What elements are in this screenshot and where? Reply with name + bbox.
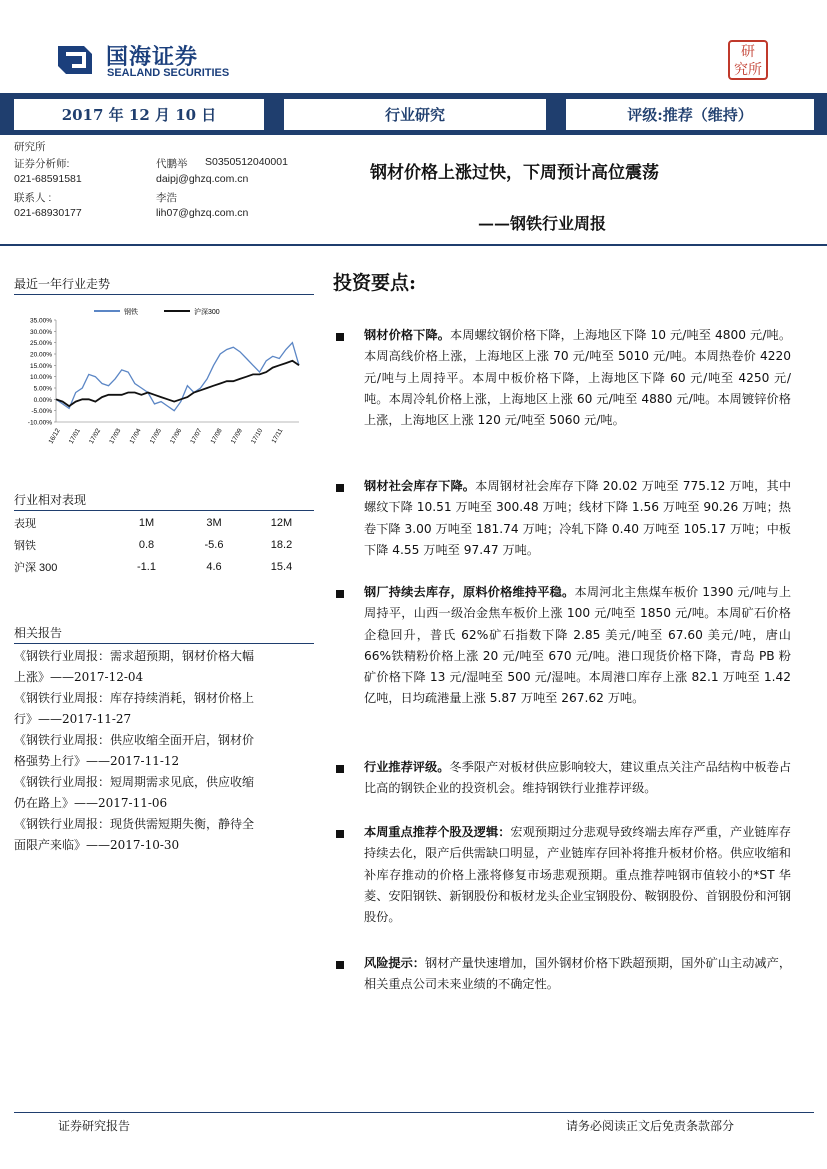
legend-label-hs300: 沪深300 [194, 309, 220, 316]
key-point-text: 钢材产量快速增加，国外钢材价格下跌超预期，国外矿山主动减产，相关重点公司未来业绩的不确定性。 [364, 956, 792, 992]
table-header-cell: 表现 [14, 518, 36, 530]
institute-seal: 研 究所 [728, 40, 768, 80]
x-tick-label: 16/12 [47, 427, 62, 446]
x-tick-label: 17/08 [209, 427, 224, 446]
industry-trend-chart [14, 300, 314, 460]
table-cell: 钢铁 [14, 540, 36, 552]
analyst-cert: S0350512040001 [205, 156, 288, 168]
key-point-paragraph [364, 325, 791, 431]
analyst-phone: 021-68591581 [14, 173, 82, 185]
x-tick-label: 17/05 [148, 427, 163, 446]
y-tick-label: 25.00% [29, 340, 52, 348]
performance-section-title: 行业相对表现 [14, 493, 87, 507]
related-report-line: 行》——2017-11-27 [14, 712, 132, 726]
related-report-item[interactable] [14, 730, 314, 772]
table-row [14, 556, 314, 578]
table-cell: -5.6 [204, 539, 224, 551]
related-report-item[interactable] [14, 772, 314, 814]
bullet-square-icon [336, 484, 344, 492]
key-point-lead: 风险提示： [364, 956, 426, 970]
x-tick-label: 17/03 [108, 427, 123, 446]
footer-left-text: 证券研究报告 [58, 1119, 131, 1133]
key-point-text: 冬季限产对板材供应影响较大，建议重点关注产品结构中板卷占比高的钢铁企业的投资机会。维持钢铁行业推荐评级。 [364, 760, 792, 796]
key-point-text: 本周河北主焦煤车板价 1390 元/吨与上周持平，山西一级冶金焦车板价上涨 100 元/吨至 1850 元/吨。本周矿石价格企稳回升，普氏 62%矿石指数下降 2.85 美元/吨至 67.60 美元/吨，唐山 66%铁精粉价格上涨 20 元/吨至 670 元/吨。港口现货价格下降，青岛 PB 粉矿价格下降 13 元/湿吨至 500 元/湿吨。本周港口库存上涨 82.1 万吨至 1.42 亿吨，日均疏港量上涨 5.87 万吨至 267.62 万吨。 [364, 585, 792, 706]
y-tick-label: 35.00% [29, 317, 52, 325]
related-report-line: 《钢铁行业周报：库存持续消耗，钢材价格上 [14, 691, 255, 705]
key-point-paragraph [364, 476, 791, 561]
key-point-text: 本周钢材社会库存下降 20.02 万吨至 775.12 万吨，其中螺纹下降 10.51 万吨至 300.48 万吨；线材下降 1.56 万吨至 90.26 万吨；热卷下降 3.00 万吨至 181.74 万吨；冷轧下降 0.40 万吨至 105.17 万吨；中板下降 4.55 万吨至 97.47 万吨。 [364, 479, 792, 557]
table-header-cell: 1M [138, 517, 155, 529]
key-point-lead: 钢厂持续去库存，原料价格维持平稳。 [364, 585, 575, 599]
table-cell: 4.6 [206, 561, 222, 573]
x-tick-label: 17/11 [270, 427, 285, 445]
analyst-label: 证券分析师: [14, 158, 70, 170]
bullet-square-icon [336, 830, 344, 838]
report-date: 2017 年 12 月 10 日 [14, 99, 264, 130]
related-report-line: 《钢铁行业周报：短周期需求见底，供应收缩 [14, 775, 255, 789]
related-report-line: 上涨》——2017-12-04 [14, 670, 144, 684]
key-point-paragraph [364, 582, 791, 710]
key-point-lead: 钢材价格下降。 [364, 328, 450, 342]
bullet-square-icon [336, 333, 344, 341]
trend-section-line [14, 294, 314, 295]
x-tick-label: 17/07 [189, 427, 204, 446]
performance-table [14, 512, 314, 578]
related-section-line [14, 643, 314, 644]
key-point-lead: 钢材社会库存下降。 [364, 479, 476, 493]
y-tick-label: 10.00% [29, 374, 52, 382]
key-point-text: 宏观预期过分悲观导致终端去库存严重，产业链库存持续去化，限产后供需缺口明显，产业链库存回补将推升板材价格。供应收缩和补库存推动的价格上涨将修复市场悲观预期。重点推荐吨钢市值较小的*ST 华菱、安阳钢铁、新钢股份和板材龙头企业宝钢股份、鞍钢股份、首钢股份和河钢股份。 [364, 825, 792, 925]
x-tick-label: 17/01 [67, 427, 82, 446]
performance-section-line [14, 510, 314, 511]
key-point-paragraph [364, 757, 791, 800]
related-section-title: 相关报告 [14, 626, 63, 640]
x-tick-label: 17/02 [88, 427, 103, 446]
bullet-square-icon [336, 765, 344, 773]
report-subtitle: ——钢铁行业周报 [478, 214, 607, 233]
contact-phone: 021-68930177 [14, 207, 82, 219]
contact-label: 联系人 : [14, 192, 52, 204]
key-point-lead: 行业推荐评级。 [364, 760, 450, 774]
table-header-cell: 12M [270, 517, 293, 529]
x-tick-label: 17/10 [250, 427, 265, 446]
key-point-lead: 本周重点推荐个股及逻辑： [364, 825, 511, 839]
bullet-square-icon [336, 961, 344, 969]
table-cell: -1.1 [137, 561, 156, 573]
logo-english: SEALAND SECURITIES [107, 67, 230, 79]
x-tick-label: 17/04 [128, 427, 143, 446]
key-point-text: 本周螺纹钢价格下降，上海地区下降 10 元/吨至 4800 元/吨。本周高线价格上涨，上海地区上涨 70 元/吨至 5010 元/吨。本周热卷价 4220 元/吨与上周持平。本周中板价格下降，上海地区下降 60 元/吨至 4250 元/吨。本周冷轧价格上涨，上海地区上涨 60 元/吨至 4880 元/吨。本周镀锌价格上涨，上海地区上涨 120 元/吨至 5060 元/吨。 [364, 328, 792, 428]
contact-name: 李浩 [156, 192, 177, 204]
related-report-line: 《钢铁行业周报：供应收缩全面开启，钢材价 [14, 733, 255, 747]
footer-divider [14, 1112, 814, 1113]
x-tick-label: 17/09 [229, 427, 244, 446]
related-report-item[interactable] [14, 814, 314, 856]
trend-section-title: 最近一年行业走势 [14, 277, 111, 291]
y-tick-label: 20.00% [29, 351, 52, 359]
table-header-cell: 3M [206, 517, 222, 529]
report-rating: 评级:推荐（维持） [566, 99, 814, 130]
y-tick-label: 5.00% [33, 385, 52, 393]
y-tick-label: 30.00% [29, 328, 52, 336]
x-tick-label: 17/06 [169, 427, 184, 446]
table-cell: 18.2 [270, 539, 293, 551]
legend-label-steel: 钢铁 [124, 309, 138, 316]
analyst-email[interactable]: daipj@ghzq.com.cn [156, 173, 249, 185]
y-tick-label: -10.00% [27, 419, 52, 427]
related-report-line: 《钢铁行业周报：现货供需短期失衡，静待全 [14, 817, 255, 831]
key-point-paragraph [364, 953, 791, 996]
header-divider [0, 244, 827, 246]
table-header-row [14, 512, 314, 534]
key-point-paragraph [364, 822, 791, 928]
table-cell: 沪深 300 [14, 562, 58, 574]
footer-disclaimer-link[interactable]: 请务必阅读正文后免责条款部分 [566, 1119, 735, 1133]
logo-chinese: 国海证券 [106, 45, 199, 70]
institute-label: 研究所 [14, 141, 46, 153]
table-cell: 15.4 [270, 561, 293, 573]
y-tick-label: -5.00% [31, 408, 52, 416]
related-report-line: 《钢铁行业周报：需求超预期，钢材价格大幅 [14, 649, 255, 663]
related-report-line: 仍在路上》——2017-11-06 [14, 796, 168, 810]
analyst-name: 代鹏举 [156, 158, 188, 170]
bullet-square-icon [336, 590, 344, 598]
contact-email[interactable]: lih07@ghzq.com.cn [156, 207, 249, 219]
related-report-line: 面限产来临》——2017-10-30 [14, 838, 180, 852]
report-title: 钢材价格上涨过快，下周预计高位震荡 [370, 163, 659, 183]
y-tick-label: 0.00% [33, 396, 52, 404]
table-cell: 0.8 [138, 539, 155, 551]
related-report-item[interactable] [14, 646, 314, 688]
sealand-logo-icon [54, 40, 100, 80]
related-report-line: 格强势上行》——2017-11-12 [14, 754, 180, 768]
investment-highlights-heading: 投资要点: [333, 272, 417, 294]
table-row [14, 534, 314, 556]
y-tick-label: 15.00% [29, 362, 52, 370]
related-report-item[interactable] [14, 688, 314, 730]
report-category: 行业研究 [284, 99, 546, 130]
